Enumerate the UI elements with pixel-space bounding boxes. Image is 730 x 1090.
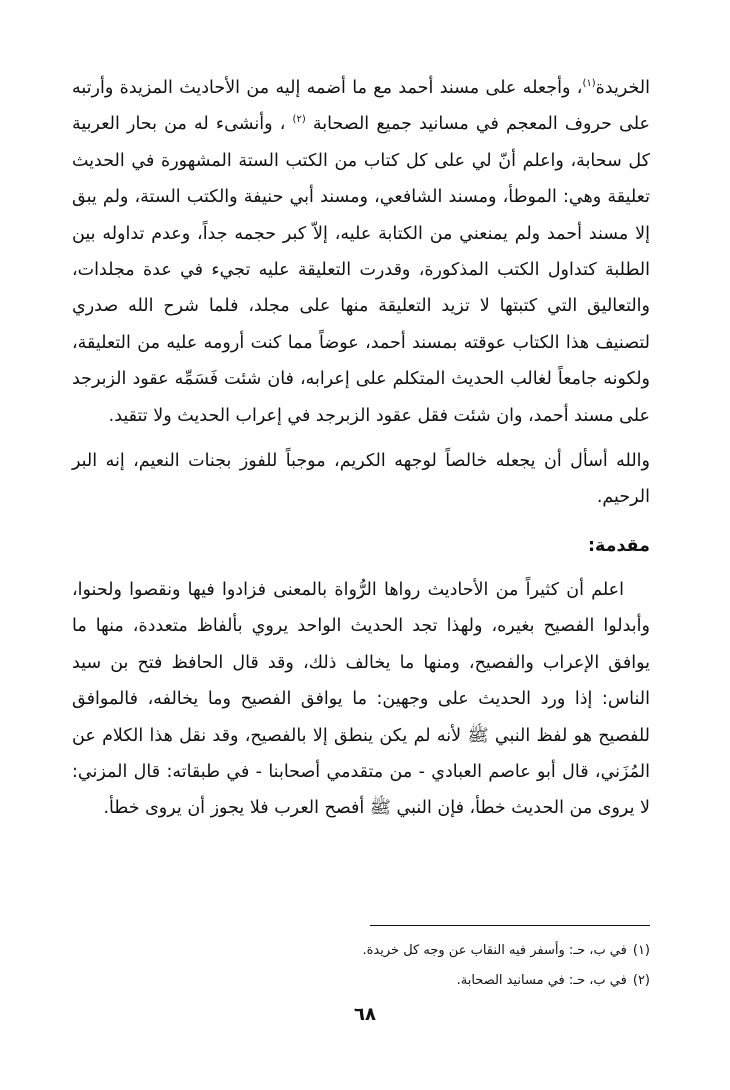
footnote-2-text: في ب، حـ: في مسانيد الصحابة. [456,973,627,988]
footnote-separator [370,925,650,926]
footnote-1-text: في ب، حـ: وأسفر فيه النقاب عن وجه كل خريدة. [362,943,627,958]
prayer-paragraph: والله أسأل أن يجعله خالصاً لوجهه الكريم، موجباً للفوز بجنات النعيم، إنه البر الرحيم. [72,451,650,508]
footnote-ref-2[interactable]: (٢) [292,114,306,126]
section-heading: مقدمة: [588,535,650,556]
intro-text-end: ، وأنشىء له من بحار العربية كل سحابة، واعلم أنّ لي على كل كتاب من الكتب الستة المشهورة في الحديث تعليقة وهي: الموطأ، ومسند الشافعي، ومسند أبي حنيفة والكتب الستة، ولم يبق إلا مسند أحمد ولم يمنعني من الكتابة عليه، إلاّ كبر حجمه جداً، وعدم تداوله بين الطلبة كتداول الكتب المذكورة، وقدرت التعليقة عليه تجيء في عدة مجلدات، والتعاليق التي كتبتها لا تزيد التعليقة منها على مجلد، فلما شرح الله صدري لتصنيف هذا الكتاب عوقته بمسند أحمد، عوضاً مما كنت أرومه عليه من التعليقة، ولكونه جامعاً لغالب الحديث المتكلم على إعرابه، فان شئت فَسَمِّه عقود الزبرجد على مسند أحمد، وان شئت فقل عقود الزبرجد في إعراب الحديث ولا تتقيد. [72,114,650,426]
page-number: ٦٨ [354,1004,376,1025]
intro-text-start: الخريدة [595,78,650,98]
footnote-2 [72,966,650,996]
intro-paragraph [72,70,650,434]
intro-text-middle: ، وأجعله على مسند أحمد مع ما أضمه إليه من الأحاديث المزيدة وأرتبه على حروف المعجم في مسانيد جميع الصحابة [72,78,650,135]
footnote-ref-1[interactable]: (١) [582,78,596,90]
footnote-1 [72,936,650,966]
footnotes-section [72,936,650,996]
footnote-2-number: (٢) [632,973,650,988]
footnote-1-number: (١) [632,943,650,958]
muqaddima-paragraph: اعلم أن كثيراً من الأحاديث رواها الرُّواة بالمعنى فزادوا فيها ونقصوا ولحنوا، وأبدلوا الفصيح بغيره، ولهذا تجد الحديث الواحد يروي بألفاظ متعددة، منها ما يوافق الإعراب والفصيح، ومنها ما يخالف ذلك، وقد قال الحافظ فتح بن سيد الناس: إذا ورد الحديث على وجهين: ما يوافق الفصيح وما يخالفه، فالموافق للفصيح هو لفظ النبي ﷺ لأنه لم يكن ينطق إلا بالفصيح، وقد نقل هذا الكلام عن المُزَني، قال أبو عاصم العبادي - من متقدمي أصحابنا - في طبقاته: قال المزني: لا يروى من الحديث خطأ، فإن النبي ﷺ أفصح العرب فلا يجوز أن يروى خطأ. [72,579,650,819]
main-text [72,70,650,827]
